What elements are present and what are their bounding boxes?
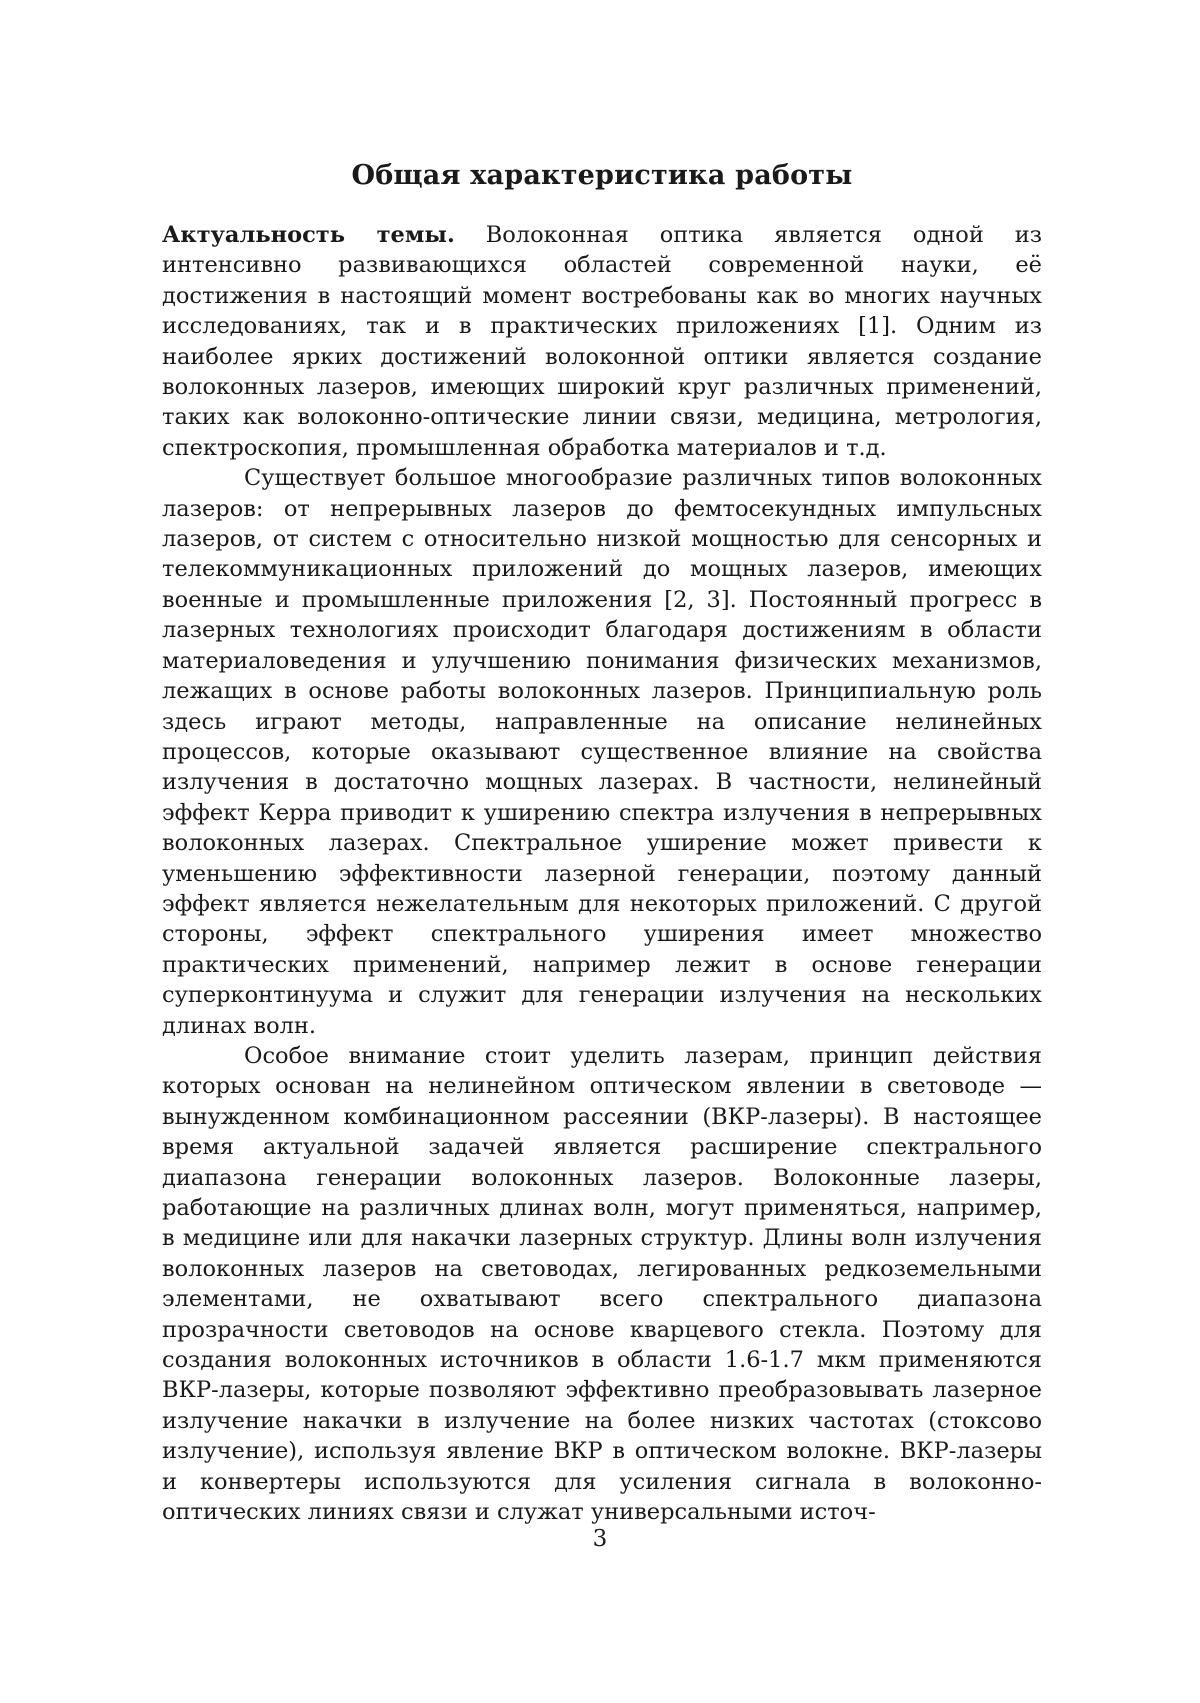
paragraph-relevance xyxy=(162,220,1042,463)
document-page xyxy=(162,158,1042,1527)
paragraph-raman-lasers: Особое внимание стоит уделить лазерам, принцип действия которых основан на нелинейном оптическом явлении в световоде — вынужденном комбинационном рассеянии (ВКР-лазеры). В настоящее время актуальной задачей является расширение спектрального диапазона генерации волоконных лазеров. Волоконные лазеры, работающие на различных длинах волн, могут применяться, например, в медицине или для накачки лазерных структур. Длины волн излучения волоконных лазеров на световодах, легированных редкоземельными элементами, не охватывают всего спектрального диапазона прозрачности световодов на основе кварцевого стекла. Поэтому для создания волоконных источников в области 1.6-1.7 мкм применяются ВКР-лазеры, которые позволяют эффективно преобразовывать лазерное излучение накачки в излучение на более низких частотах (стоксово излучение), используя явление ВКР в оптическом волокне. ВКР-лазеры и конвертеры используются для усиления сигнала в волоконно-оптических линиях связи и служат универсальными источ- xyxy=(162,1042,1042,1526)
section-title: Общая характеристика работы xyxy=(351,160,853,191)
page-number: 3 xyxy=(592,1526,608,1552)
paragraph-text: Волоконная оптика является одной из интенсивно развивающихся областей современной науки, её достижения в настоящий момент востребованы как во многих научных исследованиях, так и в практических приложениях [1]. Одним из наиболее ярких достижений волоконной оптики является создание волоконных лазеров, имеющих широкий круг различных применений, таких как волоконно-оптические линии связи, медицина, метрология, спектроскопия, промышленная обработка материалов и т.д. xyxy=(162,222,1043,461)
paragraph-lead: Актуальность темы. xyxy=(162,222,455,248)
paragraph-laser-types: Существует большое многообразие различных типов волоконных лазеров: от непрерывных лазеров до фемтосекундных импульсных лазеров, от систем с относительно низкой мощностью для сенсорных и телекоммуникационных приложений до мощных лазеров, имеющих военные и промышленные приложения [2, 3]. Постоянный прогресс в лазерных технологиях происходит благодаря достижениям в области материаловедения и улучшению понимания физических механизмов, лежащих в основе работы волоконных лазеров. Принципиальную роль здесь играют методы, направленные на описание нелинейных процессов, которые оказывают существенное влияние на свойства излучения в достаточно мощных лазерах. В частности, нелинейный эффект Керра приводит к уширению спектра излучения в непрерывных волоконных лазерах. Спектральное уширение может привести к уменьшению эффективности лазерной генерации, поэтому данный эффект является нежелательным для некоторых приложений. С другой стороны, эффект спектрального уширения имеет множество практических применений, например лежит в основе генерации суперконтинуума и служит для генерации излучения на нескольких длинах волн. xyxy=(162,465,1042,1039)
